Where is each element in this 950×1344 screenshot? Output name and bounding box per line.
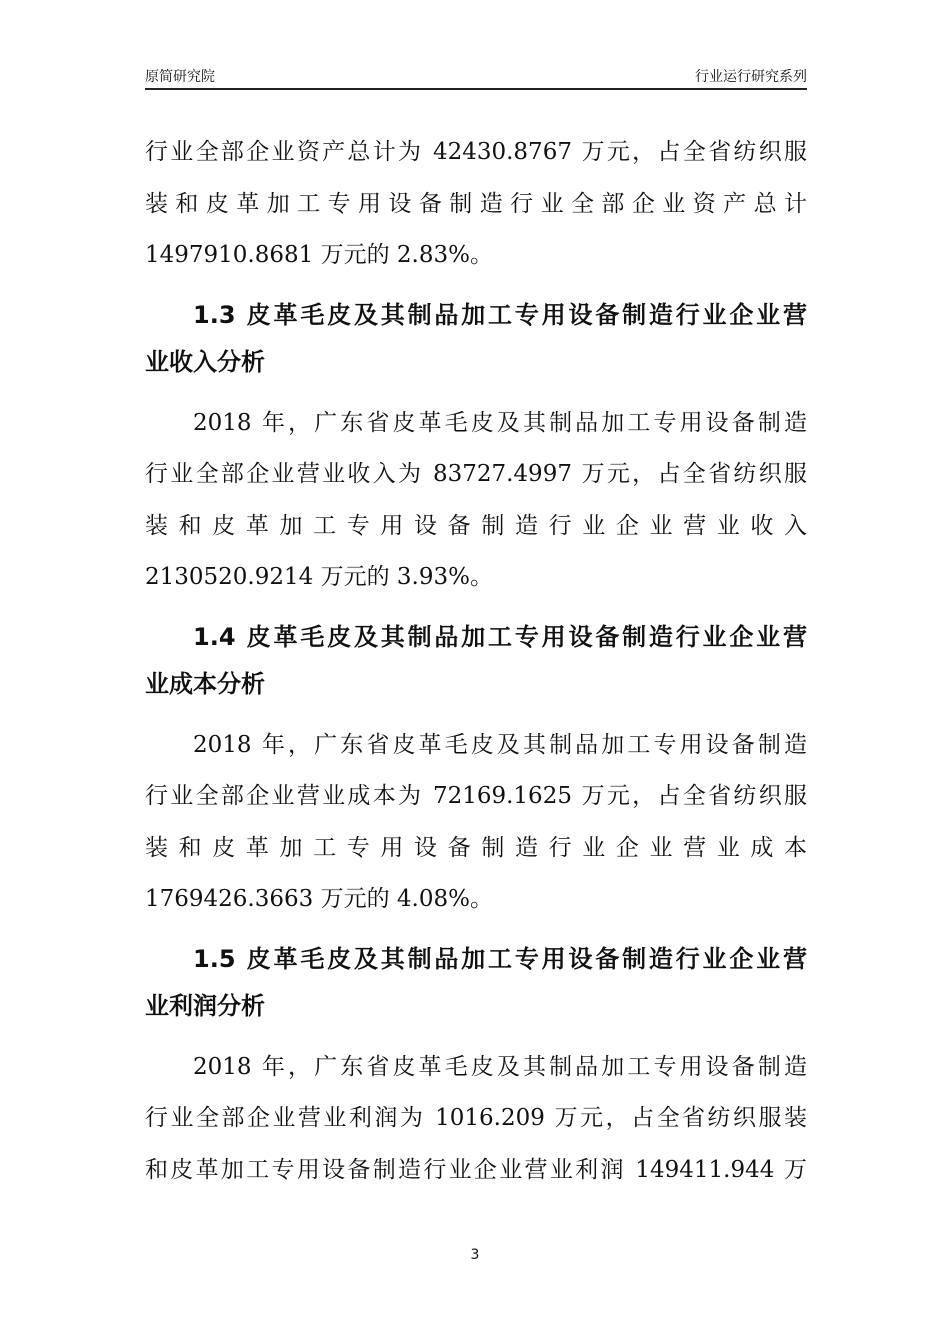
section-heading [145,617,807,711]
text-line: 2018 年，广东省皮革毛皮及其制品加工专用设备制造 [193,1053,807,1080]
text-line: 2018 年，广东省皮革毛皮及其制品加工专用设备制造 [193,409,807,436]
paragraph [145,1047,807,1202]
text-line: 行业全部企业营业收入为 83727.4997 万元，占全省纺织服 [145,461,807,487]
text-line: 1.5 皮革毛皮及其制品加工专用设备制造行业企业营 [193,944,807,973]
text-line: 装和皮革加工专用设备制造行业企业营业收入 [145,512,807,539]
text-line: 和皮革加工专用设备制造行业企业营业利润 149411.944 万 [145,1156,807,1183]
header-series: 行业运行研究系列 [695,69,807,85]
text-line: 1497910.8681 万元的 2.83%。 [145,242,493,268]
paragraph [145,132,807,287]
header-org: 原简研究院 [145,69,215,85]
text-line: 行业全部企业资产总计为 42430.8767 万元，占全省纺织服 [145,139,807,165]
text-line: 业利润分析 [145,991,265,1020]
text-line: 业成本分析 [145,669,265,698]
paragraph [145,725,807,931]
page-number: 3 [470,1247,480,1263]
text-line: 2018 年，广东省皮革毛皮及其制品加工专用设备制造 [193,731,807,758]
text-line: 装和皮革加工专用设备制造行业企业营业成本 [145,834,807,861]
section-heading [145,939,807,1033]
page-header [145,66,807,90]
section-heading [145,295,807,389]
document-body [145,132,807,1209]
text-line: 行业全部企业营业利润为 1016.209 万元，占全省纺织服装 [145,1105,807,1131]
text-line: 1.4 皮革毛皮及其制品加工专用设备制造行业企业营 [193,622,807,651]
text-line: 2130520.9214 万元的 3.93%。 [145,564,493,590]
text-line: 业收入分析 [145,347,265,376]
paragraph [145,403,807,609]
text-line: 1769426.3663 万元的 4.08%。 [145,886,493,912]
text-line: 1.3 皮革毛皮及其制品加工专用设备制造行业企业营 [193,300,807,329]
text-line: 装和皮革加工专用设备制造行业全部企业资产总计 [145,190,807,217]
text-line: 行业全部企业营业成本为 72169.1625 万元，占全省纺织服 [145,783,807,809]
